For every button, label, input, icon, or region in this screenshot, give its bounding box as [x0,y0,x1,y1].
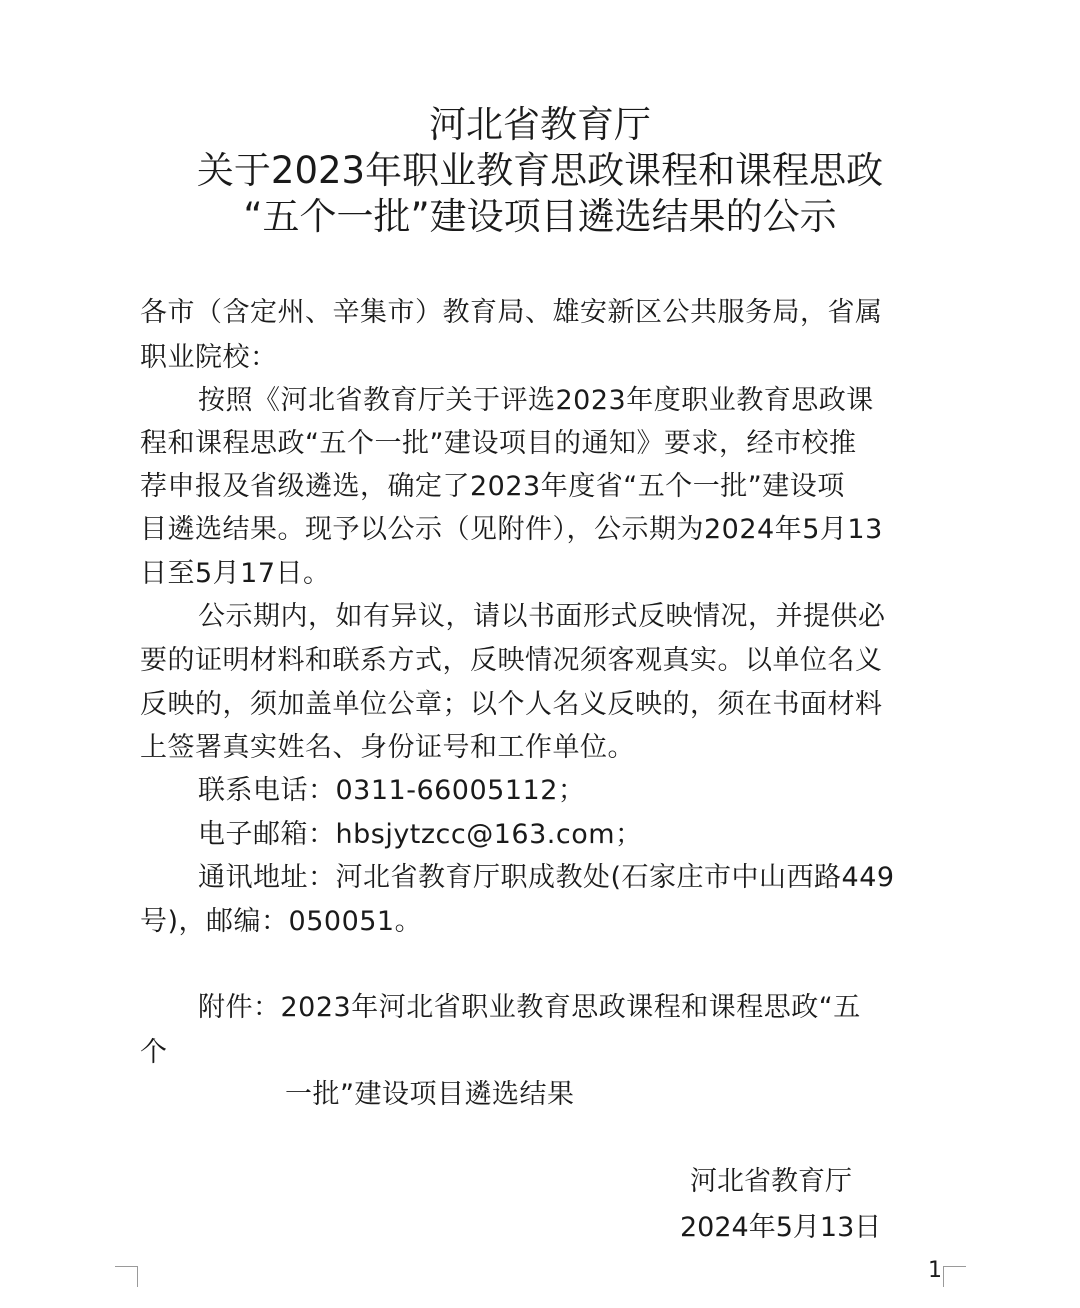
attachment-line-1: 附件：2023年河北省职业教育思政课程和课程思政“五 [198,992,861,1023]
doc-title-line-2: 关于2023年职业教育思政课程和课程思政 [196,149,884,192]
signature-date: 2024年5月13日 [680,1212,882,1243]
paragraph-1-line-2: 程和课程思政“五个一批”建设项目的通知》要求，经市校推 [140,428,857,459]
paragraph-2-line-1: 公示期内，如有异议，请以书面形式反映情况，并提供必 [198,601,886,632]
salutation-line-1: 各市（含定州、辛集市）教育局、雄安新区公共服务局，省属 [140,297,883,328]
paragraph-1-line-3: 荐申报及省级遴选，确定了2023年度省“五个一批”建设项 [140,471,845,502]
doc-title-line-1: 河北省教育厅 [429,103,651,146]
attachment-line-3: 一批”建设项目遴选结果 [285,1079,575,1110]
paragraph-1-line-1: 按照《河北省教育厅关于评选2023年度职业教育思政课 [198,385,874,416]
salutation-line-2: 职业院校： [140,342,278,373]
doc-title-line-3: “五个一批”建设项目遴选结果的公示 [243,195,837,238]
paragraph-2-line-3: 反映的，须加盖单位公章；以个人名义反映的，须在书面材料 [140,689,883,720]
contact-phone: 联系电话：0311-66005112； [198,775,586,806]
paragraph-2-line-4: 上签署真实姓名、身份证号和工作单位。 [140,732,635,763]
contact-address-line-1: 通讯地址：河北省教育厅职成教处(石家庄市中山西路449 [198,862,895,893]
contact-email: 电子邮箱：hbsjytzcc@163.com； [198,819,643,850]
paragraph-2-line-2: 要的证明材料和联系方式，反映情况须客观真实。以单位名义 [140,645,883,676]
paragraph-1-line-5: 日至5月17日。 [140,558,331,589]
crop-mark-right [943,1266,966,1287]
crop-mark-left [115,1266,138,1287]
contact-address-line-2: 号)，邮编：050051。 [140,906,423,937]
paragraph-1-line-4: 目遴选结果。现予以公示（见附件），公示期为2024年5月13 [140,514,883,545]
signature-org: 河北省教育厅 [690,1166,852,1197]
attachment-line-2: 个 [140,1037,168,1068]
page-number: 1 [928,1258,942,1283]
